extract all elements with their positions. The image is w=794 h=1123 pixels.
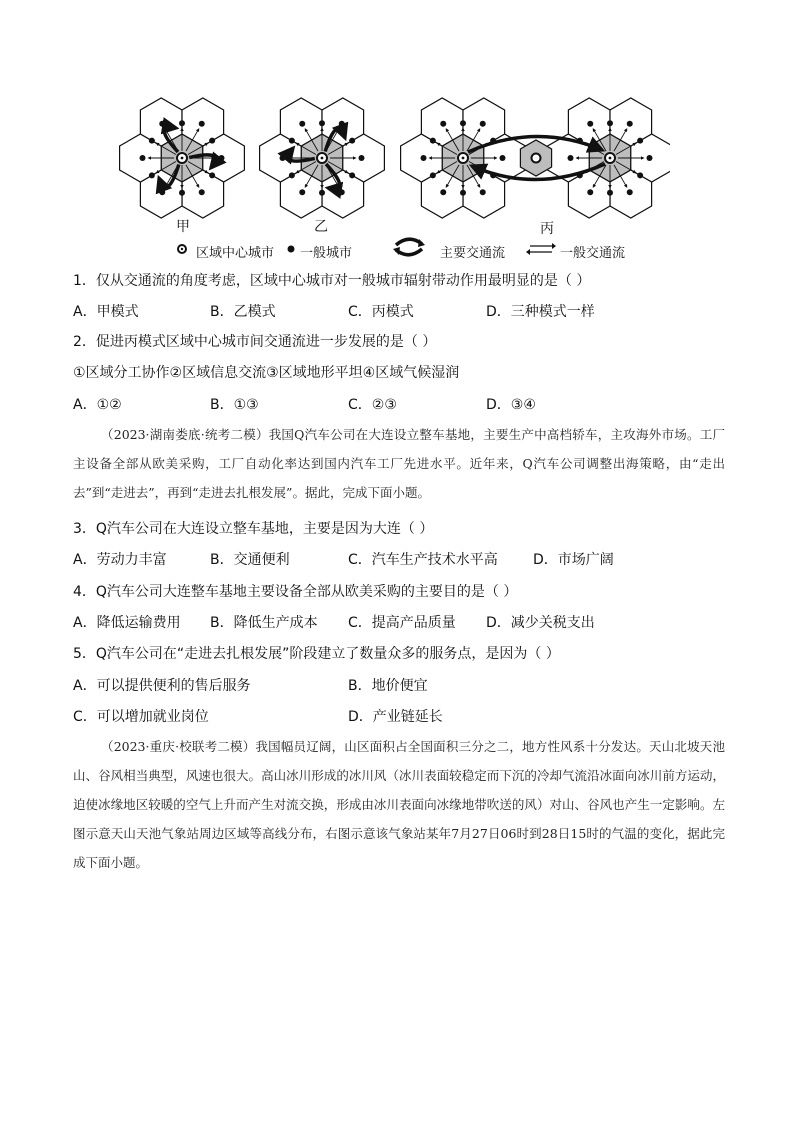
- q3-option-a[interactable]: A．劳动力丰富: [73, 552, 167, 568]
- normal-city: [299, 121, 305, 127]
- normal-city: [339, 189, 345, 195]
- q5-option-c[interactable]: C．可以增加就业岗位: [73, 709, 209, 725]
- q2-option-d[interactable]: D．③④: [486, 397, 536, 413]
- question-5-stem: 5．Q汽车公司在“走进去扎根发展”阶段建立了数量众多的服务点，是因为（ ）: [73, 646, 560, 662]
- normal-city: [607, 120, 613, 126]
- normal-city: [480, 189, 486, 195]
- normal-flow-icon: [526, 242, 556, 260]
- normal-city: [460, 120, 466, 126]
- normal-city: [421, 155, 427, 161]
- normal-city: [209, 172, 215, 178]
- normal-city: [568, 155, 574, 161]
- q5-option-d[interactable]: D．产业链延长: [348, 709, 443, 725]
- normal-city: [440, 121, 446, 127]
- normal-city: [637, 172, 643, 178]
- normal-city: [607, 190, 613, 196]
- label-bing: 丙: [540, 221, 554, 237]
- normal-city: [430, 172, 436, 178]
- q5-option-b[interactable]: B．地价便宜: [348, 678, 428, 694]
- normal-city: [627, 189, 633, 195]
- normal-city: [646, 155, 652, 161]
- normal-city: [179, 190, 185, 196]
- normal-city: [280, 155, 286, 161]
- legend-center-city: 区域中心城市: [196, 245, 275, 261]
- q1-option-b[interactable]: B．乙模式: [210, 304, 276, 320]
- normal-city: [358, 155, 364, 161]
- q2-option-c[interactable]: C．②③: [348, 397, 397, 413]
- q3-option-b[interactable]: B．交通便利: [210, 552, 290, 568]
- normal-city: [159, 189, 165, 195]
- normal-city: [199, 189, 205, 195]
- label-jia: 甲: [176, 219, 190, 235]
- normal-city: [289, 172, 295, 178]
- normal-city: [349, 172, 355, 178]
- q4-option-a[interactable]: A．降低运输费用: [73, 615, 181, 631]
- center-city-icon: [176, 243, 188, 259]
- q1-option-a[interactable]: A．甲模式: [73, 304, 139, 320]
- center-city: [532, 154, 541, 163]
- normal-city: [149, 138, 155, 144]
- normal-city: [587, 121, 593, 127]
- normal-city: [587, 189, 593, 195]
- normal-city: [179, 120, 185, 126]
- question-2-stem: 2．促进丙模式区域中心城市间交通流进一步发展的是（ ）: [73, 334, 437, 350]
- normal-city: [637, 138, 643, 144]
- main-flow-icon: [392, 236, 426, 262]
- q3-option-c[interactable]: C．汽车生产技术水平高: [348, 552, 498, 568]
- normal-city: [627, 121, 633, 127]
- normal-city: [140, 155, 146, 161]
- passage-1: （2023·湖南娄底·统考二模）我国Q汽车公司在大连设立整车基地，主要生产中高档轿车，主攻海外市场。工厂主设备全部从欧美采购，工厂自动化率达到国内汽车工厂先进水平。近年来，Q汽车公司调整出海策略，由“走出去”到“走进去”，再到“走进去扎根发展”。据此，完成下面小题。: [73, 427, 725, 500]
- q2-option-b[interactable]: B．①③: [210, 397, 259, 413]
- normal-city: [149, 172, 155, 178]
- q5-option-a[interactable]: A．可以提供便利的售后服务: [73, 678, 251, 694]
- q1-option-c[interactable]: C．丙模式: [348, 304, 414, 320]
- label-yi: 乙: [314, 219, 328, 235]
- question-3-stem: 3．Q汽车公司在大连设立整车基地，主要是因为大连（ ）: [73, 521, 434, 537]
- q4-option-b[interactable]: B．降低生产成本: [210, 615, 318, 631]
- normal-city: [319, 190, 325, 196]
- normal-city: [499, 155, 505, 161]
- q3-option-d[interactable]: D．市场广阔: [533, 552, 614, 568]
- q4-option-d[interactable]: D．减少关税支出: [486, 615, 595, 631]
- normal-city: [159, 121, 165, 127]
- normal-city: [430, 138, 436, 144]
- legend-normal-city: 一般城市: [300, 245, 353, 261]
- figure-legend: [90, 240, 690, 262]
- normal-city: [440, 189, 446, 195]
- question-1-stem: 1．仅从交通流的角度考虑，区域中心城市对一般城市辐射带动作用最明显的是（ ）: [73, 273, 591, 289]
- passage-2: （2023·重庆·校联考二模）我国幅员辽阔，山区面积占全国面积三分之二，地方性风系十分发达。天山北坡天池山、谷风相当典型，风速也很大。高山冰川形成的冰川风（冰川表面较稳定而下沉的冷却气流沿冰面向冰川前方运动，迫使冰缘地区较暖的空气上升而产生对流交换，形成由冰川表面向冰缘地带吹送的风）对山、谷风也产生一定影响。左图示意天山天池气象站周边区域等高线分布，右图示意该气象站某年7月27日06时到28日15时的气温的变化，据此完成下面小题。: [73, 739, 725, 870]
- normal-city-icon: [286, 243, 296, 259]
- normal-city: [460, 190, 466, 196]
- normal-city: [339, 121, 345, 127]
- normal-city: [289, 138, 295, 144]
- normal-city: [349, 138, 355, 144]
- q2-option-a[interactable]: A．①②: [73, 397, 122, 413]
- hexagon-diagram: [110, 92, 670, 232]
- normal-city: [199, 121, 205, 127]
- normal-city: [218, 155, 224, 161]
- normal-city: [209, 138, 215, 144]
- normal-city: [299, 189, 305, 195]
- legend-normal-flow: 一般交通流: [560, 245, 626, 261]
- question-2-statements: ①区域分工协作②区域信息交流③区域地形平坦④区域气候湿润: [73, 365, 460, 381]
- normal-city: [319, 120, 325, 126]
- legend-main-flow: 主要交通流: [440, 245, 506, 261]
- question-4-stem: 4．Q汽车公司大连整车基地主要设备全部从欧美采购的主要目的是（ ）: [73, 584, 518, 600]
- q1-option-d[interactable]: D．三种模式一样: [486, 304, 595, 320]
- normal-city: [480, 121, 486, 127]
- q4-option-c[interactable]: C．提高产品质量: [348, 615, 456, 631]
- traffic-pattern-figure: [110, 92, 670, 264]
